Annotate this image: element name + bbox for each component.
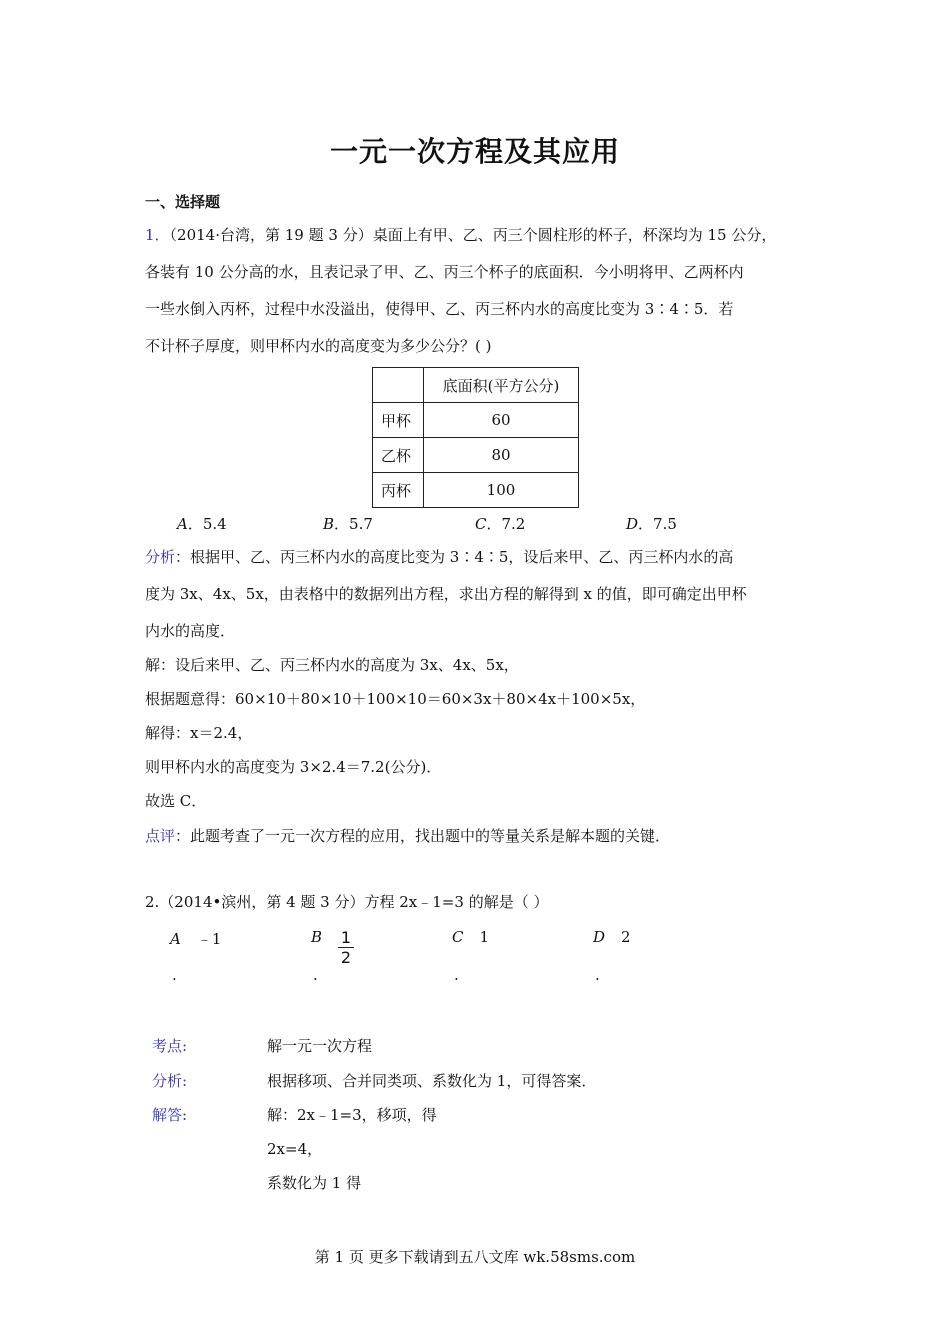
q2-option-b-letter: B [311, 928, 323, 946]
q1-line-3: 一些水倒入丙杯，过程中水没溢出，使得甲、乙、丙三杯内水的高度比变为 3∶4∶5．若 [145, 300, 734, 318]
jieda-line: 系数化为 1 得 [267, 1174, 362, 1192]
table-cell [373, 368, 424, 403]
fenxi-value: 根据移项、合并同类项、系数化为 1，可得答案． [267, 1072, 597, 1090]
q2-option-b-fraction [338, 929, 354, 968]
q1-comment: 点评：此题考查了一元一次方程的应用，找出题中的等量关系是解本题的关键． [145, 827, 671, 845]
table-row [373, 438, 579, 473]
table-header-cell: 底面积(平方公分) [424, 368, 579, 403]
q1-solution-line: 故选 C． [145, 792, 207, 810]
q1-solution-line: 则甲杯内水的高度变为 3×2.4＝7.2(公分)． [145, 758, 442, 776]
q1-number: 1． [145, 226, 170, 244]
table-row [373, 368, 579, 403]
table-cell: 100 [424, 473, 579, 508]
comment-label: 点评 [145, 827, 176, 845]
q2-option-dot: . [313, 966, 318, 984]
q2-stem: 2.（2014•滨州，第 4 题 3 分）方程 2x﹣1=3 的解是（ ） [145, 893, 549, 911]
q2-option-dot: . [454, 966, 459, 984]
q2-option-dot: . [172, 966, 177, 984]
q1-solution-line: 解：设后来甲、乙、丙三杯内水的高度为 3x、4x、5x， [145, 656, 519, 674]
q1-option-a: A．5.4 [177, 515, 227, 533]
section-heading: 一、选择题 [145, 193, 221, 211]
q1-analysis-line-3: 内水的高度． [145, 622, 236, 640]
kaodian-label: 考点: [152, 1037, 188, 1055]
analysis-label: 分析 [145, 548, 176, 566]
q1-line-1 [145, 225, 776, 245]
jieda-line: 解：2x﹣1=3，移项，得 [267, 1106, 437, 1124]
jieda-label: 解答: [152, 1106, 188, 1124]
fraction-denominator: 2 [340, 948, 352, 967]
q1-analysis-line-1: 分析：根据甲、乙、丙三杯内水的高度比变为 3∶4∶5，设后来甲、乙、丙三杯内水的高 [145, 548, 734, 566]
q2-option-c: C 1 [452, 928, 490, 946]
q1-option-c: C．7.2 [475, 515, 526, 533]
q1-solution-line: 解得：x＝2.4， [145, 724, 253, 742]
table-cell: 80 [424, 438, 579, 473]
fraction-numerator: 1 [338, 929, 354, 948]
table-cell: 甲杯 [373, 403, 424, 438]
jieda-line: 2x=4， [267, 1140, 323, 1158]
table-cell: 丙杯 [373, 473, 424, 508]
q1-text: （2014·台湾，第 19 题 3 分）桌面上有甲、乙、丙三个圆柱形的杯子，杯深均为 15 公分， [169, 226, 777, 244]
q1-solution-line: 根据题意得：60×10＋80×10＋100×10＝60×3x＋80×4x＋100×5x， [145, 690, 646, 708]
q2-option-dot: . [595, 966, 600, 984]
page-footer: 第 1 页 更多下载请到五八文库 wk.58sms.com [314, 1248, 636, 1266]
kaodian-value: 解一元一次方程 [267, 1037, 373, 1055]
q1-line-2: 各装有 10 公分高的水，且表记录了甲、乙、丙三个杯子的底面积．今小明将甲、乙两杯内 [145, 263, 744, 281]
q1-line-4: 不计杯子厚度，则甲杯内水的高度变为多少公分？( ) [145, 337, 492, 355]
q2-option-a: A ﹣1 [170, 930, 222, 948]
table-cell: 60 [424, 403, 579, 438]
area-table [372, 367, 579, 508]
table-cell: 乙杯 [373, 438, 424, 473]
page-title: 一元一次方程及其应用 [329, 135, 620, 168]
q2-option-d: D 2 [593, 928, 631, 946]
q1-option-b: B．5.7 [323, 515, 373, 533]
table-row [373, 473, 579, 508]
q1-option-d: D．7.5 [626, 515, 677, 533]
table-row [373, 403, 579, 438]
q1-analysis-line-2: 度为 3x、4x、5x，由表格中的数据列出方程，求出方程的解得到 x 的值，即可确定出甲杯 [145, 585, 747, 603]
fenxi-label: 分析: [152, 1072, 188, 1090]
